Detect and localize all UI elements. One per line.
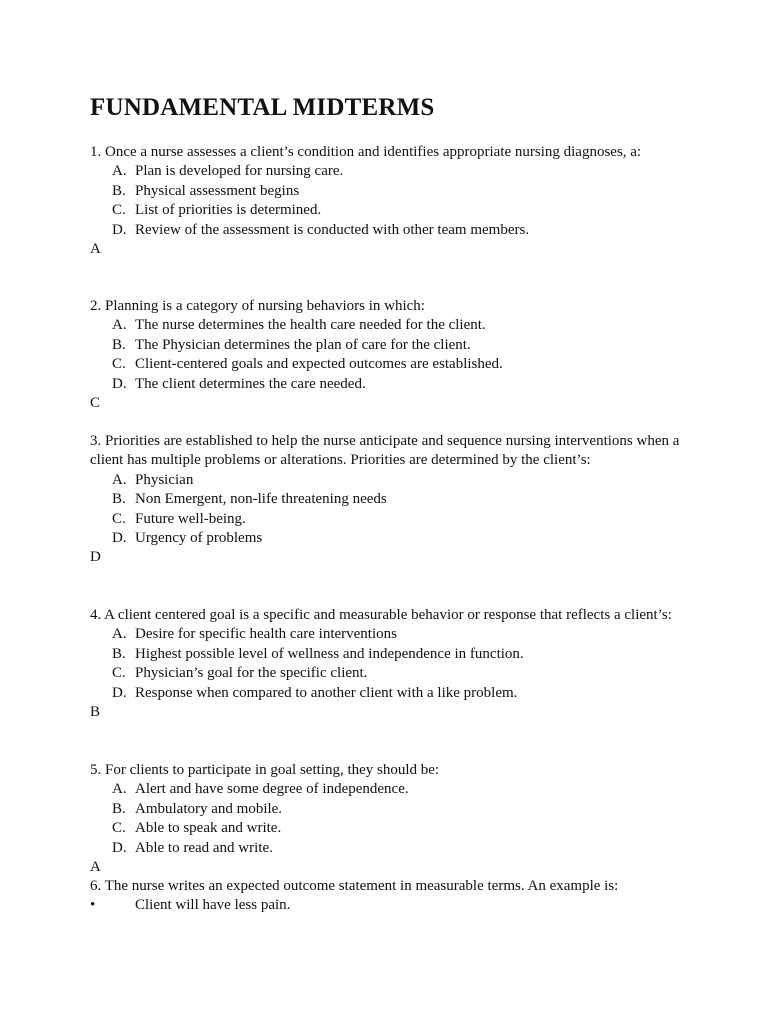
option-text: The client determines the care needed. xyxy=(135,375,366,392)
option-a xyxy=(90,780,690,799)
option-text: Response when compared to another client with a like problem. xyxy=(135,684,518,701)
bullet-mark: • xyxy=(90,897,96,914)
option-b xyxy=(90,336,690,355)
option-letter: B. xyxy=(112,182,126,199)
options-list xyxy=(90,780,690,858)
option-text: List of priorities is determined. xyxy=(135,202,322,219)
option-text: The Physician determines the plan of care for the client. xyxy=(135,336,471,353)
option-b xyxy=(90,182,690,201)
option-d xyxy=(90,839,690,858)
option-letter: D. xyxy=(112,375,127,392)
option-b xyxy=(90,645,690,664)
option-c xyxy=(90,664,690,683)
option-letter: A. xyxy=(112,317,127,334)
option-a xyxy=(90,316,690,335)
answer-key: A xyxy=(90,241,101,258)
option-letter: A. xyxy=(112,781,127,798)
option-letter: B. xyxy=(112,491,126,508)
option-text: Ambulatory and mobile. xyxy=(135,800,283,817)
question-stem: 3. Priorities are established to help the nurse anticipate and sequence nursing interventions when a client has multiple problems or alterations. Priorities are determined by the client’s: xyxy=(90,433,680,469)
option-letter: C. xyxy=(112,356,126,373)
answer-key: B xyxy=(90,704,101,721)
question-stem: 2. Planning is a category of nursing behaviors in which: xyxy=(90,298,425,314)
option-text: Non Emergent, non-life threatening needs xyxy=(135,491,387,508)
option-text: Highest possible level of wellness and independence in function. xyxy=(135,645,524,662)
option-letter: D. xyxy=(112,839,127,856)
option-text: Physician xyxy=(135,471,194,488)
option-c xyxy=(90,355,690,374)
option-letter: A. xyxy=(112,163,127,180)
options-list xyxy=(90,471,690,549)
option-letter: D. xyxy=(112,684,127,701)
question-1 xyxy=(90,143,690,259)
question-5 xyxy=(90,761,690,877)
bullet-item xyxy=(90,896,690,915)
answer-key: D xyxy=(90,549,101,566)
question-stem: 6. The nurse writes an expected outcome statement in measurable terms. An example is: xyxy=(90,878,619,894)
option-text: Future well-being. xyxy=(135,510,246,527)
option-a xyxy=(90,471,690,490)
option-b xyxy=(90,800,690,819)
option-a xyxy=(90,162,690,181)
option-letter: A. xyxy=(112,626,127,643)
option-text: Alert and have some degree of independence. xyxy=(135,781,409,798)
option-text: Plan is developed for nursing care. xyxy=(135,163,344,180)
option-d xyxy=(90,221,690,240)
document-title: FUNDAMENTAL MIDTERMS xyxy=(90,94,435,121)
option-letter: C. xyxy=(112,820,126,837)
option-letter: C. xyxy=(112,510,126,527)
option-c xyxy=(90,819,690,838)
option-text: Able to read and write. xyxy=(135,839,273,856)
option-text: Urgency of problems xyxy=(135,530,263,547)
option-d xyxy=(90,375,690,394)
answer-key: A xyxy=(90,859,101,876)
option-d xyxy=(90,529,690,548)
answer-key: C xyxy=(90,395,101,412)
question-2 xyxy=(90,297,690,413)
option-b xyxy=(90,490,690,509)
question-stem: 1. Once a nurse assesses a client’s condition and identifies appropriate nursing diagnoses, a: xyxy=(90,144,642,160)
option-text: Physician’s goal for the specific client. xyxy=(135,665,368,682)
question-4 xyxy=(90,606,690,722)
option-letter: D. xyxy=(112,221,127,238)
question-3 xyxy=(90,432,690,568)
option-text: The nurse determines the health care needed for the client. xyxy=(135,317,486,334)
option-letter: B. xyxy=(112,645,126,662)
option-c xyxy=(90,201,690,220)
option-text: Client-centered goals and expected outcomes are established. xyxy=(135,356,503,373)
option-letter: B. xyxy=(112,336,126,353)
option-letter: C. xyxy=(112,202,126,219)
option-c xyxy=(90,510,690,529)
options-list xyxy=(90,316,690,394)
option-text: Review of the assessment is conducted with other team members. xyxy=(135,221,530,238)
question-6 xyxy=(90,877,690,916)
options-list xyxy=(90,162,690,240)
option-text: Able to speak and write. xyxy=(135,820,282,837)
question-stem: 5. For clients to participate in goal setting, they should be: xyxy=(90,762,440,778)
options-list xyxy=(90,625,690,703)
option-letter: D. xyxy=(112,530,127,547)
option-text: Physical assessment begins xyxy=(135,182,300,199)
bullet-text: Client will have less pain. xyxy=(135,897,291,914)
option-letter: B. xyxy=(112,800,126,817)
question-stem: 4. A client centered goal is a specific and measurable behavior or response that reflects a client’s: xyxy=(90,607,672,623)
option-d xyxy=(90,684,690,703)
option-letter: C. xyxy=(112,665,126,682)
option-letter: A. xyxy=(112,471,127,488)
option-a xyxy=(90,625,690,644)
option-text: Desire for specific health care interventions xyxy=(135,626,397,643)
